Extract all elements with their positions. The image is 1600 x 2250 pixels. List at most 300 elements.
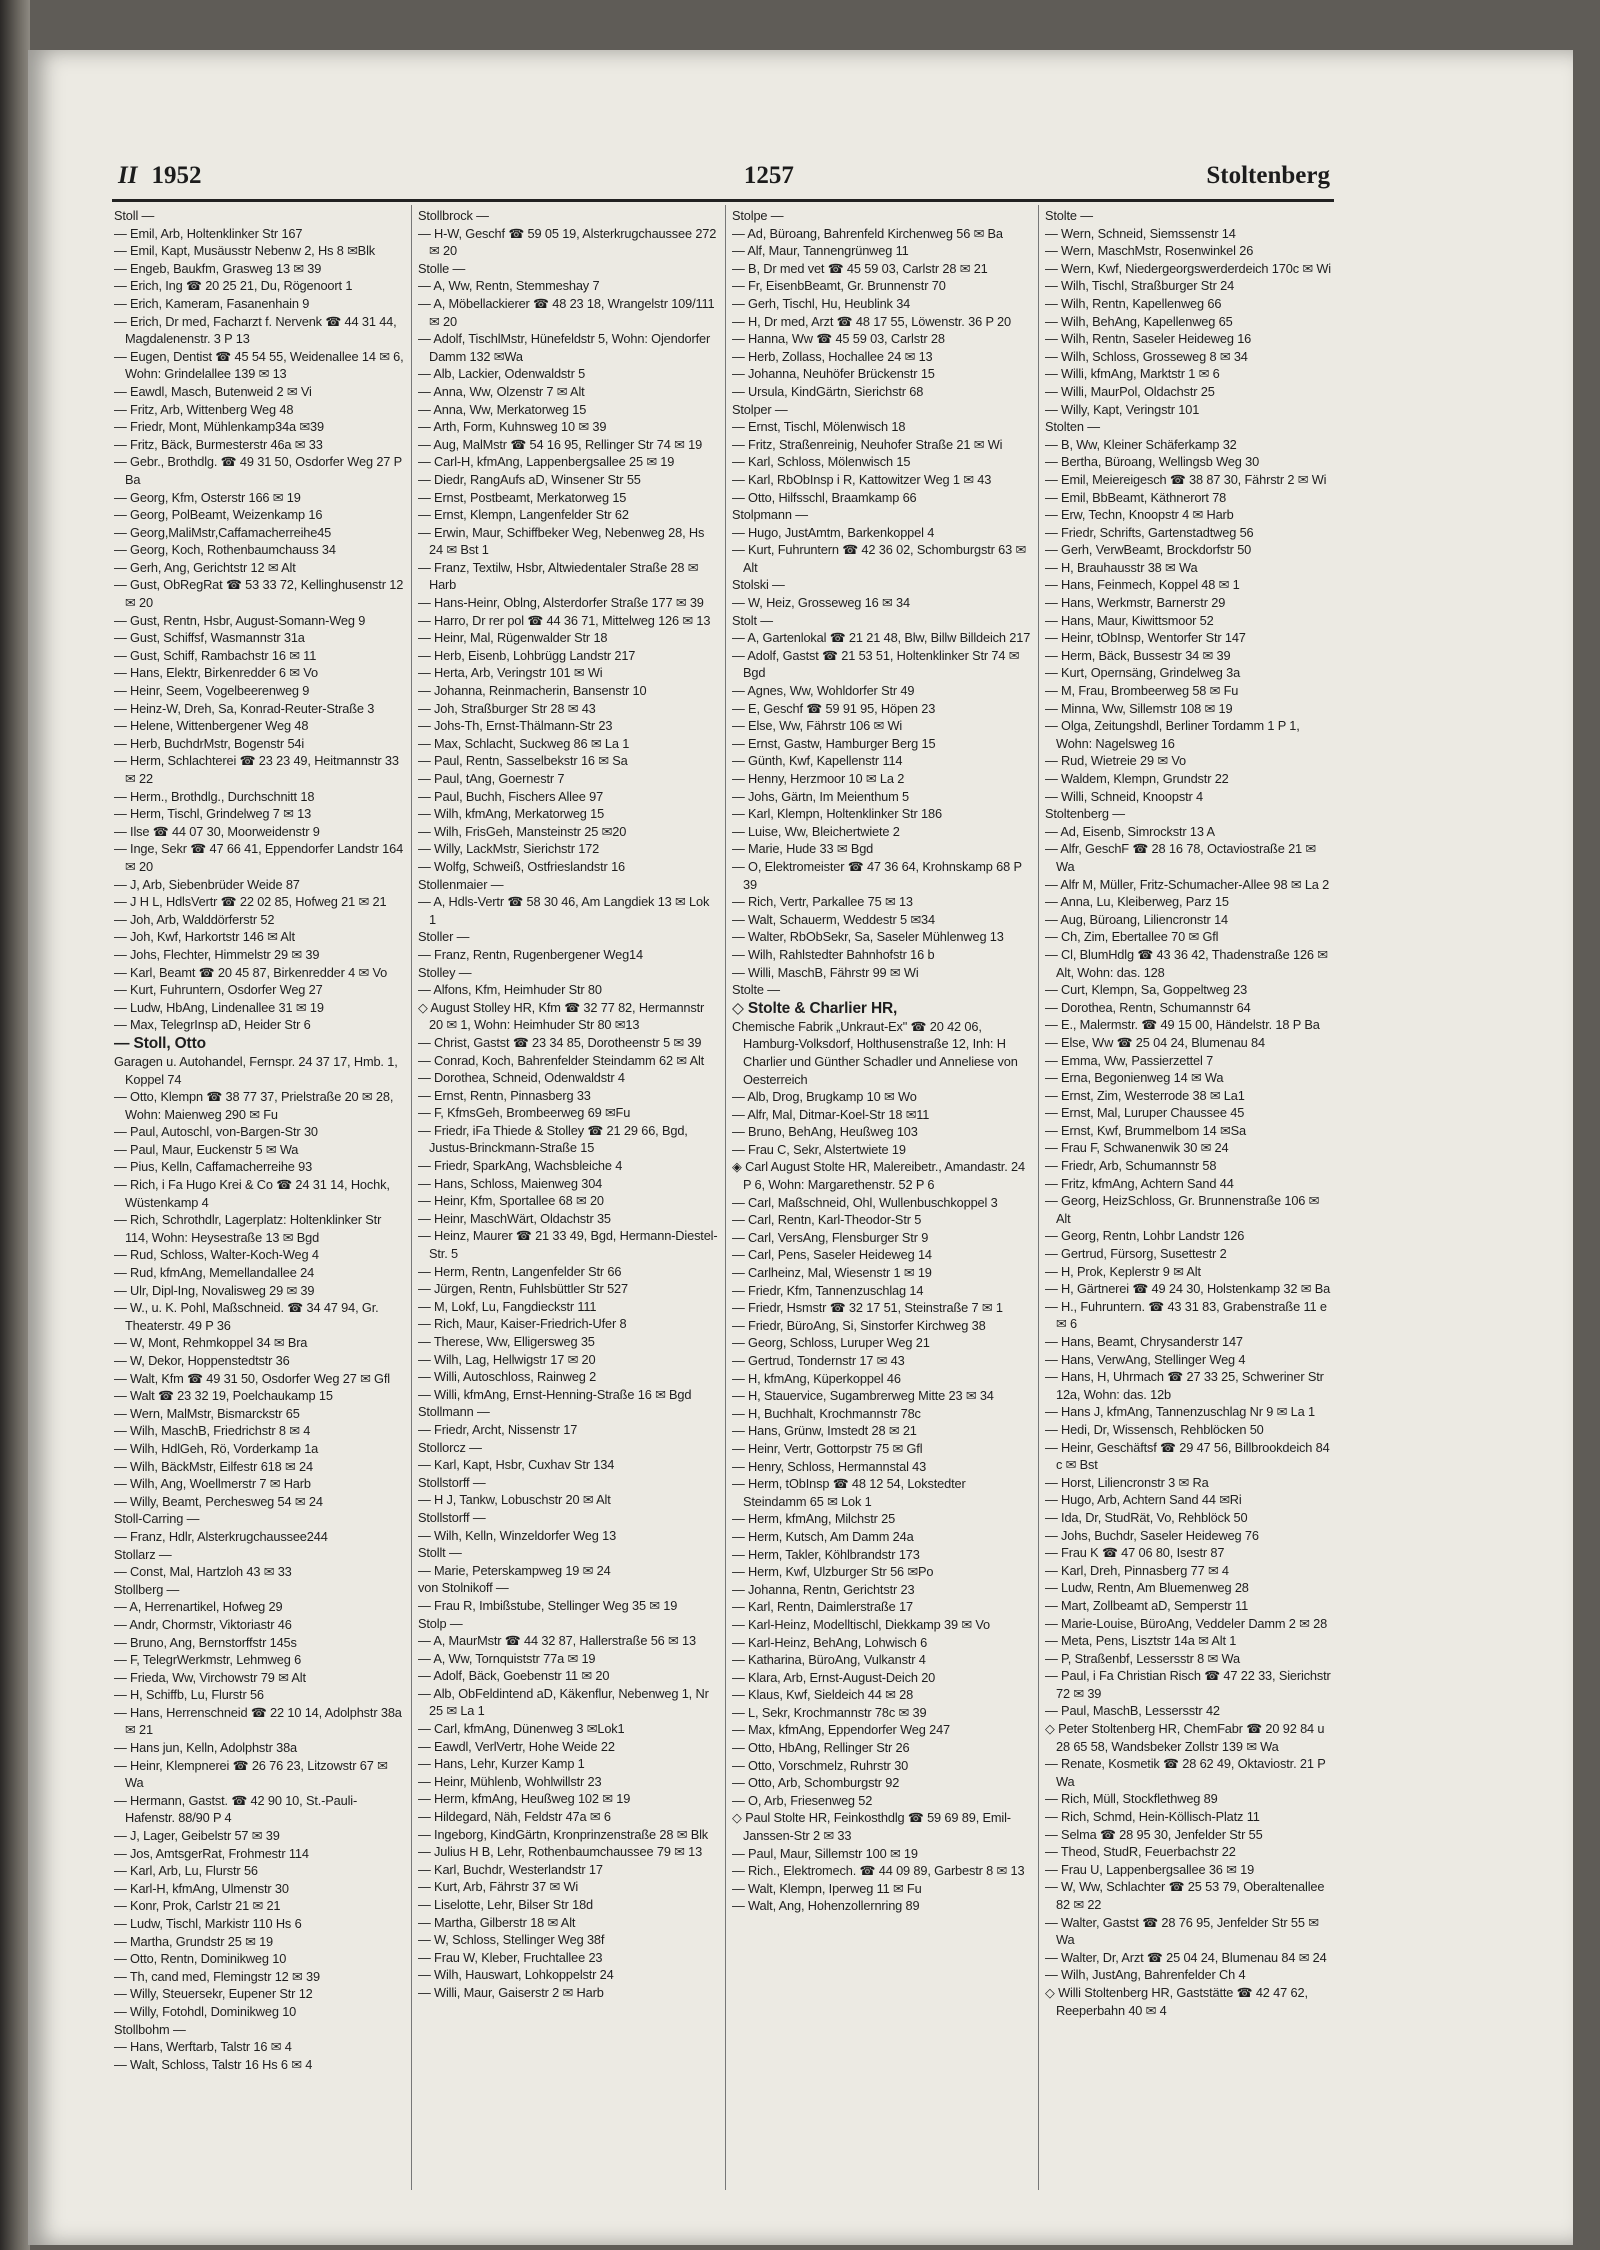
directory-entry: — Franz, Hdlr, Alsterkrugchaussee244 xyxy=(114,1528,328,1544)
directory-entry: — Carl, kfmAng, Dünenweg 3 ✉Lok1 xyxy=(418,1721,625,1737)
directory-entry: — Wilh, BäckMstr, Eilfestr 618 ✉ 24 xyxy=(114,1458,313,1474)
directory-entry: — Carlheinz, Mal, Wiesenstr 1 ✉ 19 xyxy=(732,1265,932,1281)
directory-entry: — Therese, Ww, Elligersweg 35 xyxy=(418,1334,595,1349)
directory-entry: — Rich, Schmd, Hein-Köllisch-Platz 11 xyxy=(1045,1809,1260,1825)
directory-entry: — Max, kfmAng, Eppendorfer Weg 247 xyxy=(732,1722,951,1738)
directory-entry: — Hugo, Arb, Achtern Sand 44 ✉Ri xyxy=(1045,1492,1242,1508)
directory-entry: — Herm, Tischl, Grindelweg 7 ✉ 13 xyxy=(114,806,312,822)
directory-entry: — Georg, Koch, Rothenbaumchauss 34 xyxy=(114,542,336,558)
directory-entry: — Hans-Heinr, Oblng, Alsterdorfer Straße 177 ✉ 39 xyxy=(418,595,704,611)
directory-entry: — Johs-Th, Ernst-Thälmann-Str 23 xyxy=(418,718,613,734)
directory-entry: — Carl, Maßschneid, Ohl, Wullenbuschkoppel 3 xyxy=(732,1194,998,1210)
directory-entry: — Paul, Rentn, Sasselbekstr 16 ✉ Sa xyxy=(418,753,628,769)
directory-entry: — Georg, Rentn, Lohbr Landstr 126 xyxy=(1045,1228,1245,1244)
directory-entry: — Alfr, Mal, Ditmar-Koel-Str 18 ✉11 xyxy=(732,1106,930,1122)
directory-entry: — Aug, MalMstr ☎ 54 16 95, Rellinger Str 74 ✉ 19 xyxy=(418,436,703,452)
directory-entry: Stollenmaier — xyxy=(418,876,504,892)
directory-entry: — Gust, Schiff, Rambachstr 16 ✉ 11 xyxy=(114,647,317,663)
directory-entry: — Carl, Pens, Saseler Heideweg 14 xyxy=(732,1247,932,1263)
directory-entry: — O, Elektromeister ☎ 47 36 64, Krohnskamp 68 P 39 xyxy=(732,858,1022,892)
page-header xyxy=(118,154,1330,190)
directory-entry: — Otto, Hilfsschl, Braamkamp 66 xyxy=(732,489,917,505)
directory-entry: — Rud, Wietreie 29 ✉ Vo xyxy=(1045,753,1186,769)
directory-entry: — Frau W, Kleber, Fruchtallee 23 xyxy=(418,1949,603,1965)
directory-entry: — Walter, RbObSekr, Sa, Saseler Mühlenweg 13 xyxy=(732,929,1004,945)
directory-entry: Stolte — xyxy=(1045,208,1093,223)
directory-entry: — Hans, Werkmstr, Barnerstr 29 xyxy=(1045,595,1226,611)
directory-entry: — Willy, Beamt, Perchesweg 54 ✉ 24 xyxy=(114,1493,323,1509)
directory-entry: — Frau F, Schwanenwik 30 ✉ 24 xyxy=(1045,1140,1229,1156)
directory-entry: — Gertrud, Fürsorg, Susettestr 2 xyxy=(1045,1246,1227,1262)
directory-entry: — Wilh, JustAng, Bahrenfelder Ch 4 xyxy=(1045,1967,1246,1983)
volume-year xyxy=(118,162,201,190)
directory-entry: — Heinr, Kfm, Sportallee 68 ✉ 20 xyxy=(418,1193,604,1209)
directory-entry: — Marie, Peterskampweg 19 ✉ 24 xyxy=(418,1562,611,1578)
directory-entry: — Bertha, Büroang, Wellingsb Weg 30 xyxy=(1045,454,1260,470)
directory-entry: — Heinz-W, Dreh, Sa, Konrad-Reuter-Straße 3 xyxy=(114,700,375,716)
directory-entry: — Otto, Vorschmelz, Ruhrstr 30 xyxy=(732,1757,909,1773)
directory-entry: — Alfr M, Müller, Fritz-Schumacher-Allee 98 ✉ La 2 xyxy=(1045,876,1330,892)
directory-entry: — Fritz, Bäck, Burmesterstr 46a ✉ 33 xyxy=(114,436,323,452)
directory-entry: Stolp — xyxy=(418,1615,463,1631)
directory-entry: — Rud, kfmAng, Memellandallee 24 xyxy=(114,1265,315,1281)
directory-entry: — Aug, Büroang, Liliencronstr 14 xyxy=(1045,911,1228,927)
directory-entry: — Th, cand med, Flemingstr 12 ✉ 39 xyxy=(114,1968,320,1984)
directory-entry: — M, Frau, Brombeerweg 58 ✉ Fu xyxy=(1045,683,1239,699)
directory-entry: — Willy, Steuersekr, Eupener Str 12 xyxy=(114,1986,313,2002)
directory-entry: — F, KfmsGeh, Brombeerweg 69 ✉Fu xyxy=(418,1105,631,1121)
directory-entry: — Gebr., Brothdlg. ☎ 49 31 50, Osdorfer Weg 27 P Ba xyxy=(114,454,402,487)
directory-entry: — Anna, Lu, Kleiberweg, Parz 15 xyxy=(1045,894,1229,910)
directory-entry: — Adolf, Gastst ☎ 21 53 51, Holtenklinker Str 74 ✉ Bgd xyxy=(732,647,1020,681)
directory-entry: — Frau U, Lappenbergsallee 36 ✉ 19 xyxy=(1045,1861,1255,1877)
year-label: 1952 xyxy=(151,162,202,189)
directory-entry: — Hans, Beamt, Chrysanderstr 147 xyxy=(1045,1334,1243,1349)
directory-entry: — Bruno, BehAng, Heußweg 103 xyxy=(732,1124,918,1140)
directory-entry: — Ad, Eisenb, Simrockstr 13 A xyxy=(1045,823,1215,839)
directory-entry: — Fr, EisenbBeamt, Gr. Brunnenstr 70 xyxy=(732,278,946,294)
directory-entry: — Agnes, Ww, Wohldorfer Str 49 xyxy=(732,683,915,699)
directory-entry: — Wilh, Ang, Woellmerstr 7 ✉ Harb xyxy=(114,1476,311,1492)
directory-entry: — Willy, Kapt, Veringstr 101 xyxy=(1045,401,1200,417)
directory-entry: — Rich., Elektromech. ☎ 44 09 89, Garbestr 8 ✉ 13 xyxy=(732,1863,1025,1879)
book-spine-shadow xyxy=(0,0,30,2250)
directory-entry: — Karl, Klempn, Holtenklinker Str 186 xyxy=(732,806,942,822)
directory-entry: — Willi, kfmAng, Ernst-Henning-Straße 16 ✉ Bgd xyxy=(418,1386,692,1402)
directory-entry: — Eawdl, Masch, Butenweid 2 ✉ Vi xyxy=(114,383,312,399)
directory-entry: — Friedr, SparkAng, Wachsbleiche 4 xyxy=(418,1158,623,1174)
directory-entry: — Otto, Klempn ☎ 38 77 37, Prielstraße 20 ✉ 28, Wohn: Maienweg 290 ✉ Fu xyxy=(114,1089,394,1122)
directory-entry: — Wern, Kwf, Niedergeorgswerderdeich 170c ✉ Wi xyxy=(1045,260,1331,276)
directory-entry: — L, Sekr, Krochmannstr 78c ✉ 39 xyxy=(732,1704,927,1720)
directory-entry: — Wilh, FrisGeh, Mansteinstr 25 ✉20 xyxy=(418,823,627,839)
directory-entry: — H, kfmAng, Küperkoppel 46 xyxy=(732,1370,901,1386)
directory-entry: — Joh, Arb, Walddörferstr 52 xyxy=(114,911,275,927)
directory-entry: — Karl, Kapt, Hsbr, Cuxhav Str 134 xyxy=(418,1457,615,1473)
directory-entry: — Paul, Maur, Euckenstr 5 ✉ Wa xyxy=(114,1141,299,1157)
directory-entry: — Karl, Beamt ☎ 20 45 87, Birkenredder 4 ✉ Vo xyxy=(114,964,388,980)
directory-entry: Stollmann — xyxy=(418,1404,490,1420)
directory-entry: — Jos, AmtsgerRat, Frohmestr 114 xyxy=(114,1845,309,1861)
directory-entry: Stoll-Carring — xyxy=(114,1511,200,1527)
directory-entry: Stollbrock — xyxy=(418,208,489,223)
directory-entry: — Walt, Schauerm, Weddestr 5 ✉34 xyxy=(732,911,935,927)
directory-entry: — Frau K ☎ 47 06 80, Isestr 87 xyxy=(1045,1545,1225,1561)
directory-entry: — Heinr, MaschWärt, Oldachstr 35 xyxy=(418,1210,611,1226)
directory-entry: — W, Mont, Rehmkoppel 34 ✉ Bra xyxy=(114,1335,308,1351)
directory-entry: — H, Stauervice, Sugambrerweg Mitte 23 ✉ 34 xyxy=(732,1388,994,1404)
directory-entry: — Alfr, GeschF ☎ 28 16 78, Octaviostraße 21 ✉ Wa xyxy=(1045,841,1316,874)
directory-entry: — Walt ☎ 23 32 19, Poelchaukamp 15 xyxy=(114,1388,333,1404)
directory-entry: — Erw, Techn, Knoopstr 4 ✉ Harb xyxy=(1045,507,1234,523)
directory-entry: — Martha, Gilberstr 18 ✉ Alt xyxy=(418,1914,576,1930)
directory-entry: Chemische Fabrik „Unkraut-Ex" ☎ 20 42 06, Hamburg-Volksdorf, Holthusenstraße 12, Inh: H Charlier und Günther Schadler und Anneliese von Oesterreich xyxy=(732,1018,1018,1087)
directory-entry: — Wilh, Rahlstedter Bahnhofstr 16 b xyxy=(732,946,935,962)
directory-entry: — Otto, Rentn, Dominikweg 10 xyxy=(114,1951,287,1967)
directory-entry: — Emil, BbBeamt, Käthnerort 78 xyxy=(1045,489,1227,505)
directory-entry: — H., Fuhruntern. ☎ 43 31 83, Grabenstraße 11 e ✉ 6 xyxy=(1045,1298,1327,1332)
directory-entry: — Anna, Ww, Olzenstr 7 ✉ Alt xyxy=(418,383,585,399)
directory-entry: — Rich, Schrothdlr, Lagerplatz: Holtenklinker Str 114, Wohn: Heysestraße 13 ✉ Bgd xyxy=(114,1212,382,1245)
entries-column-4 xyxy=(1045,207,1335,2207)
directory-entry: — Gerh, Tischl, Hu, Heublink 34 xyxy=(732,295,911,311)
directory-entry: Stollarz — xyxy=(114,1546,172,1562)
directory-entry: — Walt, Ang, Hohenzollernring 89 xyxy=(732,1898,920,1914)
directory-entry: — Gust, Schiffsf, Wasmannstr 31a xyxy=(114,630,305,646)
directory-entry: — Hans, Maur, Kiwittsmoor 52 xyxy=(1045,612,1214,628)
directory-entry: — Pius, Kelln, Caffamacherreihe 93 xyxy=(114,1159,313,1175)
directory-entry: — Rud, Schloss, Walter-Koch-Weg 4 xyxy=(114,1247,319,1263)
directory-entry: — Max, Schlacht, Suckweg 86 ✉ La 1 xyxy=(418,735,630,751)
directory-entry: — Emil, Kapt, Musäusstr Nebenw 2, Hs 8 ✉Blk xyxy=(114,243,376,259)
directory-entry: Garagen u. Autohandel, Fernspr. 24 37 17, Hmb. 1, Koppel 74 xyxy=(114,1053,398,1087)
directory-entry: — Eugen, Dentist ☎ 45 54 55, Weidenallee 14 ✉ 6, Wohn: Grindelallee 139 ✉ 13 xyxy=(114,348,404,382)
entries-column-1 xyxy=(114,207,404,2207)
directory-entry: — W, Ww, Schlachter ☎ 25 53 79, Oberaltenallee 82 ✉ 22 xyxy=(1045,1879,1325,1912)
directory-entry: — E., Malermstr. ☎ 49 15 00, Händelstr. 18 P Ba xyxy=(1045,1017,1320,1033)
directory-entry: — Hans, Lehr, Kurzer Kamp 1 xyxy=(418,1756,585,1772)
directory-entry: — Georg, Kfm, Osterstr 166 ✉ 19 xyxy=(114,489,301,505)
header-rule xyxy=(112,199,1334,202)
directory-entry: — Cl, BlumHdlg ☎ 43 36 42, Thadenstraße 126 ✉ Alt, Wohn: das. 128 xyxy=(1045,946,1328,980)
directory-entry: Stolle — xyxy=(418,260,466,276)
directory-entry: — Willi, kfmAng, Marktstr 1 ✉ 6 xyxy=(1045,366,1220,382)
directory-entry: — Fritz, kfmAng, Achtern Sand 44 xyxy=(1045,1175,1234,1191)
entries-column-3 xyxy=(732,207,1032,2207)
directory-entry: — Wilh, MaschB, Friedrichstr 8 ✉ 4 xyxy=(114,1423,311,1439)
directory-entry: — Ernst, Gastw, Hamburger Berg 15 xyxy=(732,735,936,751)
directory-entry: — Waldem, Klempn, Grundstr 22 xyxy=(1045,771,1229,786)
directory-entry: — Engeb, Baukfm, Grasweg 13 ✉ 39 xyxy=(114,260,322,276)
directory-entry: — Gust, ObRegRat ☎ 53 33 72, Kellinghusenstr 12 ✉ 20 xyxy=(114,577,404,611)
directory-entry: — Ernst, Zim, Westerrode 38 ✉ La1 xyxy=(1045,1087,1245,1103)
directory-entry: — Kurt, Fuhruntern, Osdorfer Weg 27 xyxy=(114,982,323,998)
directory-entry: — Hans, VerwAng, Stellinger Weg 4 xyxy=(1045,1351,1246,1367)
directory-entry: — Georg, PolBeamt, Weizenkamp 16 xyxy=(114,507,323,523)
directory-entry: — H-W, Geschf ☎ 59 05 19, Alsterkrugchaussee 272 ✉ 20 xyxy=(418,225,717,259)
directory-entry: — Karl, RbObInsp i R, Kattowitzer Weg 1 ✉ 43 xyxy=(732,471,992,487)
directory-entry: — Willi, MaschB, Fährstr 99 ✉ Wi xyxy=(732,964,919,980)
directory-entry: — Herm, kfmAng, Milchstr 25 xyxy=(732,1511,896,1527)
directory-entry: — A, Gartenlokal ☎ 21 21 48, Blw, Billw Billdeich 217 xyxy=(732,630,1031,646)
directory-entry: — Eawdl, VerlVertr, Hohe Weide 22 xyxy=(418,1738,615,1754)
directory-entry: — Gerh, Ang, Gerichtstr 12 ✉ Alt xyxy=(114,559,296,575)
directory-entry: — Willi, Schneid, Knoopstr 4 xyxy=(1045,788,1203,804)
directory-entry: — Ad, Büroang, Bahrenfeld Kirchenweg 56 ✉ Ba xyxy=(732,225,1003,241)
directory-entry: — Ernst, Klempn, Langenfelder Str 62 xyxy=(418,507,629,523)
directory-entry: — Hans, Elektr, Birkenredder 6 ✉ Vo xyxy=(114,665,318,681)
directory-entry: — Willy, Fotohdl, Dominikweg 10 xyxy=(114,2003,297,2019)
directory-entry: Stoller — xyxy=(418,929,470,945)
directory-entry: — Wilh, kfmAng, Merkatorweg 15 xyxy=(418,806,605,822)
directory-entry: — Carl, VersAng, Flensburger Str 9 xyxy=(732,1229,929,1245)
directory-entry: — Hedi, Dr, Wissensch, Rehblöcken 50 xyxy=(1045,1421,1264,1437)
directory-entry: — Frau C, Sekr, Alstertwiete 19 xyxy=(732,1141,906,1157)
directory-entry: — H, Schiffb, Lu, Flurstr 56 xyxy=(114,1687,264,1703)
directory-entry: — Andr, Chormstr, Viktoriastr 46 xyxy=(114,1616,292,1632)
directory-entry: — Otto, HbAng, Rellinger Str 26 xyxy=(732,1740,910,1756)
directory-entry: — Kurt, Arb, Fährstr 37 ✉ Wi xyxy=(418,1879,579,1895)
directory-entry: — Dorothea, Schneid, Odenwaldstr 4 xyxy=(418,1070,625,1086)
directory-entry: — Hanna, Ww ☎ 45 59 03, Carlstr 28 xyxy=(732,331,945,347)
directory-entry: — Heinr, Seem, Vogelbeerenweg 9 xyxy=(114,683,310,699)
directory-entry: — Herm, Rentn, Langenfelder Str 66 xyxy=(418,1263,622,1279)
directory-entry: — Heinr, Mal, Rügenwalder Str 18 xyxy=(418,630,608,646)
directory-entry: — Ingeborg, KindGärtn, Kronprinzenstraße 28 ✉ Blk xyxy=(418,1826,709,1842)
directory-entry: — Friedr, iFa Thiede & Stolley ☎ 21 29 66, Bgd, Justus-Brinckmann-Straße 15 xyxy=(418,1122,688,1156)
directory-entry: — Friedr, BüroAng, Si, Sinstorfer Kirchweg 38 xyxy=(732,1317,986,1333)
directory-entry: — Marie-Louise, BüroAng, Veddeler Damm 2 ✉ 28 xyxy=(1045,1615,1328,1631)
directory-entry: — Franz, Rentn, Rugenbergener Weg14 xyxy=(418,946,643,962)
directory-entry: — Wern, MaschMstr, Rosenwinkel 26 xyxy=(1045,243,1254,259)
directory-entry: — Willi, Autoschloss, Rainweg 2 xyxy=(418,1369,597,1385)
directory-entry: Stollstorff — xyxy=(418,1509,486,1525)
directory-entry: — Günth, Kwf, Kapellenstr 114 xyxy=(732,753,903,769)
directory-entry: — Wilh, HdlGeh, Rö, Vorderkamp 1a xyxy=(114,1440,319,1456)
directory-entry: — Kurt, Fuhruntern ☎ 42 36 02, Schomburgstr 63 ✉ Alt xyxy=(732,542,1027,575)
directory-entry: Stollstorff — xyxy=(418,1474,486,1490)
page-number: 1257 xyxy=(743,162,794,189)
directory-entry: — Hans, Werftarb, Talstr 16 ✉ 4 xyxy=(114,2039,292,2055)
directory-entry: ◇ Willi Stoltenberg HR, Gaststätte ☎ 42 47 62, Reeperbahn 40 ✉ 4 xyxy=(1045,1984,1308,2018)
directory-entry: — Emma, Ww, Passierzettel 7 xyxy=(1045,1052,1214,1068)
directory-entry: — Jürgen, Rentn, Fuhlsbüttler Str 527 xyxy=(418,1281,628,1297)
directory-entry: — Paul, Autoschl, von-Bargen-Str 30 xyxy=(114,1124,318,1140)
directory-entry: — Alfons, Kfm, Heimhuder Str 80 xyxy=(418,982,602,998)
directory-entry: — Friedr, Hsmstr ☎ 32 17 51, Steinstraße 7 ✉ 1 xyxy=(732,1300,1003,1316)
directory-entry: — Otto, Arb, Schomburgstr 92 xyxy=(732,1775,900,1791)
directory-entry: — Hans, Feinmech, Koppel 48 ✉ 1 xyxy=(1045,577,1240,593)
directory-entry: — H, Buchhalt, Krochmannstr 78c xyxy=(732,1405,921,1421)
directory-entry: — Else, Ww ☎ 25 04 24, Blumenau 84 xyxy=(1045,1034,1265,1050)
directory-entry: — Erna, Begonienweg 14 ✉ Wa xyxy=(1045,1070,1224,1086)
directory-entry: Stollberg — xyxy=(114,1581,180,1597)
directory-entry: — Stoll, Otto xyxy=(114,1034,206,1052)
directory-entry: — Herb, Eisenb, Lohbrügg Landstr 217 xyxy=(418,647,636,663)
directory-entry: Stolt — xyxy=(732,612,773,628)
directory-entry: — Renate, Kosmetik ☎ 28 62 49, Oktaviostr. 21 P Wa xyxy=(1045,1756,1326,1789)
directory-entry: Stollorcz — xyxy=(418,1439,482,1455)
directory-entry: — Katharina, BüroAng, Vulkanstr 4 xyxy=(732,1652,926,1668)
directory-entry: — Emil, Arb, Holtenklinker Str 167 xyxy=(114,225,303,241)
directory-entry: — Ida, Dr, StudRät, Vo, Rehblöck 50 xyxy=(1045,1509,1248,1525)
directory-entry: — Johanna, Reinmacherin, Bansenstr 10 xyxy=(418,683,647,699)
directory-entry: — Johs, Flechter, Himmelstr 29 ✉ 39 xyxy=(114,946,320,962)
directory-entry: — W, Heiz, Grosseweg 16 ✉ 34 xyxy=(732,595,910,611)
directory-entry: — W, Schloss, Stellinger Weg 38f xyxy=(418,1932,605,1948)
directory-entry: — O, Arb, Friesenweg 52 xyxy=(732,1792,873,1808)
directory-entry: — Karl, Rentn, Daimlerstraße 17 xyxy=(732,1599,913,1615)
directory-entry: — Walter, Dr, Arzt ☎ 25 04 24, Blumenau 84 ✉ 24 xyxy=(1045,1949,1327,1965)
directory-entry: — Wilh, BehAng, Kapellenweg 65 xyxy=(1045,313,1233,329)
directory-entry: — Hugo, JustAmtm, Barkenkoppel 4 xyxy=(732,524,935,540)
directory-entry: ◈ Carl August Stolte HR, Malereibetr., Amandastr. 24 P 6, Wohn: Margarethenstr. 52 P 6 xyxy=(732,1159,1025,1193)
directory-entry: Stolte — xyxy=(732,982,780,998)
directory-entry: — Minna, Ww, Sillemstr 108 ✉ 19 xyxy=(1045,700,1233,716)
directory-entry: — Const, Mal, Hartzloh 43 ✉ 33 xyxy=(114,1564,292,1580)
directory-entry: — Max, TelegrInsp aD, Heider Str 6 xyxy=(114,1017,311,1033)
directory-entry: ◇ Paul Stolte HR, Feinkosthdlg ☎ 59 69 89, Emil-Janssen-Str 2 ✉ 33 xyxy=(732,1810,1011,1844)
directory-entry: — Herm, tObInsp ☎ 48 12 54, Lokstedter Steindamm 65 ✉ Lok 1 xyxy=(732,1476,966,1509)
directory-entry: — Wilh, Schloss, Grosseweg 8 ✉ 34 xyxy=(1045,348,1248,364)
directory-entry: — Carl-H, kfmAng, Lappenbergsallee 25 ✉ 19 xyxy=(418,454,675,470)
directory-entry: — Frau R, Imbißstube, Stellinger Weg 35 ✉ 19 xyxy=(418,1597,678,1613)
directory-entry: — Johanna, Neuhöfer Brückenstr 15 xyxy=(732,366,935,382)
directory-entry: — Theod, StudR, Feuerbachstr 22 xyxy=(1045,1844,1236,1860)
directory-entry: — Hans, Herrenschneid ☎ 22 10 14, Adolphstr 38a ✉ 21 xyxy=(114,1704,402,1738)
directory-entry: — Ludw, HbAng, Lindenallee 31 ✉ 19 xyxy=(114,999,324,1015)
directory-entry: — Herm, kfmAng, Heußweg 102 ✉ 19 xyxy=(418,1791,631,1807)
directory-entry: — H, Dr med, Arzt ☎ 48 17 55, Löwenstr. 36 P 20 xyxy=(732,313,1011,329)
directory-entry: — Rich, Vertr, Parkallee 75 ✉ 13 xyxy=(732,894,913,910)
directory-entry: — Rich, i Fa Hugo Krei & Co ☎ 24 31 14, Hochk, Wüstenkamp 4 xyxy=(114,1177,390,1210)
directory-entry: — Herb, Zollass, Hochallee 24 ✉ 13 xyxy=(732,348,933,364)
directory-entry: — Hans, Schloss, Maienweg 304 xyxy=(418,1175,603,1191)
directory-entry: — Horst, Liliencronstr 3 ✉ Ra xyxy=(1045,1474,1209,1490)
directory-entry: — Georg,MaliMstr,Caffamacherreihe45 xyxy=(114,524,332,540)
directory-entry: — Paul, Buchh, Fischers Allee 97 xyxy=(418,788,604,804)
directory-entry: — Willi, Maur, Gaiserstr 2 ✉ Harb xyxy=(418,1984,604,2000)
directory-entry: — Friedr, Arb, Schumannstr 58 xyxy=(1045,1158,1217,1174)
directory-entry: — Erwin, Maur, Schiffbeker Weg, Nebenweg 28, Hs 24 ✉ Bst 1 xyxy=(418,524,705,558)
directory-entry: — M, Lokf, Lu, Fangdieckstr 111 xyxy=(418,1298,597,1314)
directory-entry: von Stolnikoff — xyxy=(418,1580,509,1596)
directory-entry: — Karl-Heinz, BehAng, Lohwisch 6 xyxy=(732,1634,928,1650)
directory-entry: — Julius H B, Lehr, Rothenbaumchaussee 79 ✉ 13 xyxy=(418,1844,703,1860)
directory-entry: — Erich, Kameram, Fasanenhain 9 xyxy=(114,295,310,311)
directory-entry: — E, Geschf ☎ 59 91 95, Höpen 23 xyxy=(732,700,936,716)
directory-entry: — H, Gärtnerei ☎ 49 24 30, Holstenkamp 32 ✉ Ba xyxy=(1045,1281,1331,1297)
directory-entry: — Meta, Pens, Lisztstr 14a ✉ Alt 1 xyxy=(1045,1633,1237,1649)
directory-entry: — Karl, Arb, Lu, Flurstr 56 xyxy=(114,1863,258,1879)
directory-entry: — Konr, Prok, Carlstr 21 ✉ 21 xyxy=(114,1898,281,1914)
directory-entry: — Ernst, Mal, Luruper Chaussee 45 xyxy=(1045,1105,1245,1121)
directory-entry: — Paul, tAng, Goernestr 7 xyxy=(418,771,565,786)
directory-entry: — Friedr, Mont, Mühlenkamp34a ✉39 xyxy=(114,419,324,435)
directory-entry: — Paul, Maur, Sillemstr 100 ✉ 19 xyxy=(732,1845,918,1861)
directory-entry: — A, Hdls-Vertr ☎ 58 30 46, Am Langdiek 13 ✉ Lok 1 xyxy=(418,894,710,927)
directory-entry: — H, Prok, Keplerstr 9 ✉ Alt xyxy=(1045,1263,1201,1279)
directory-entry: — Wilh, Hauswart, Lohkoppelstr 24 xyxy=(418,1967,614,1983)
directory-entry: — A, Ww, Tornquiststr 77a ✉ 19 xyxy=(418,1650,596,1666)
directory-entry: Stolley — xyxy=(418,964,472,980)
directory-entry: — Wern, Schneid, Siemssenstr 14 xyxy=(1045,225,1236,241)
directory-entry: — Luise, Ww, Bleichertwiete 2 xyxy=(732,823,900,839)
directory-entry: — Carl, Rentn, Karl-Theodor-Str 5 xyxy=(732,1212,922,1228)
directory-entry: — Hans, Grünw, Imstedt 28 ✉ 21 xyxy=(732,1423,917,1439)
directory-entry: Stoll — xyxy=(114,208,155,223)
directory-entry: — Marie, Hude 33 ✉ Bgd xyxy=(732,841,874,857)
directory-entry: — Hans J, kfmAng, Tannenzuschlag Nr 9 ✉ La 1 xyxy=(1045,1404,1315,1420)
directory-entry: — Herm., Brothdlg., Durchschnitt 18 xyxy=(114,788,315,804)
directory-entry: — Christ, Gastst ☎ 23 34 85, Dorotheenstr 5 ✉ 39 xyxy=(418,1034,702,1050)
directory-entry: — Wilh, Lag, Hellwigstr 17 ✉ 20 xyxy=(418,1351,596,1367)
directory-entry: — A, Ww, Rentn, Stemmeshay 7 xyxy=(418,278,600,294)
directory-entry: — Else, Ww, Fährstr 106 ✉ Wi xyxy=(732,718,903,734)
directory-entry: — Mart, Zollbeamt aD, Semperstr 11 xyxy=(1045,1597,1249,1613)
running-head: Stoltenberg xyxy=(1206,162,1330,189)
directory-entry: — Arth, Form, Kuhnsweg 10 ✉ 39 xyxy=(418,419,607,435)
directory-entry: — Friedr, Schrifts, Gartenstadtweg 56 xyxy=(1045,524,1254,540)
directory-entry: — Selma ☎ 28 95 30, Jenfelder Str 55 xyxy=(1045,1826,1263,1842)
directory-entry: — Willy, LackMstr, Sierichstr 172 xyxy=(418,841,600,857)
directory-entry: — Heinr, Klempnerei ☎ 26 76 23, Litzowstr 67 ✉ Wa xyxy=(114,1757,388,1791)
directory-entry: — Conrad, Koch, Bahrenfelder Steindamm 62 ✉ Alt xyxy=(418,1052,705,1068)
directory-entry: — Karl-Heinz, Modelltischl, Diekkamp 39 ✉ Vo xyxy=(732,1616,991,1632)
directory-entry: — Joh, Kwf, Harkortstr 146 ✉ Alt xyxy=(114,929,295,945)
directory-entry: — Johs, Gärtn, Im Meienthum 5 xyxy=(732,788,910,804)
directory-entry: — Gerh, VerwBeamt, Brockdorfstr 50 xyxy=(1045,542,1252,558)
directory-entry: — Ernst, Postbeamt, Merkatorweg 15 xyxy=(418,489,627,505)
directory-entry: — Hermann, Gastst. ☎ 42 90 10, St.-Pauli-Hafenstr. 88/90 P 4 xyxy=(114,1792,358,1826)
directory-entry: — Ernst, Kwf, Brummelbom 14 ✉Sa xyxy=(1045,1122,1246,1138)
directory-entry: — Adolf, TischlMstr, Hünefeldstr 5, Wohn: Ojendorfer Damm 132 ✉Wa xyxy=(418,331,711,364)
directory-entry: — Dorothea, Rentn, Schumannstr 64 xyxy=(1045,999,1251,1015)
directory-entry: — Rich, Müll, Stockflethweg 89 xyxy=(1045,1791,1218,1807)
directory-entry: Stolpmann — xyxy=(732,507,808,523)
column-divider xyxy=(1038,205,1039,2190)
directory-entry: — J H L, HdlsVertr ☎ 22 02 85, Hofweg 21 ✉ 21 xyxy=(114,894,387,910)
directory-entry: — Martha, Grundstr 25 ✉ 19 xyxy=(114,1933,274,1949)
directory-entry: — Heinr, tObInsp, Wentorfer Str 147 xyxy=(1045,630,1246,646)
directory-entry: — Hildegard, Näh, Feldstr 47a ✉ 6 xyxy=(418,1809,611,1825)
directory-entry: — Ilse ☎ 44 07 30, Moorweidenstr 9 xyxy=(114,823,320,839)
directory-entry: — F, TelegrWerkmstr, Lehmweg 6 xyxy=(114,1652,302,1668)
directory-entry: ◇ Stolte & Charlier HR, xyxy=(732,999,898,1017)
directory-entry: — Heinr, Geschäftsf ☎ 29 47 56, Billbrookdeich 84 c ✉ Bst xyxy=(1045,1439,1330,1473)
directory-entry: — Ursula, KindGärtn, Sierichstr 68 xyxy=(732,383,924,399)
directory-entry: Stolten — xyxy=(1045,419,1100,435)
directory-entry: — Johanna, Rentn, Gerichtstr 23 xyxy=(732,1581,915,1597)
directory-entry: — Hans jun, Kelln, Adolphstr 38a xyxy=(114,1740,297,1756)
directory-entry: — H, Brauhausstr 38 ✉ Wa xyxy=(1045,559,1198,575)
directory-entry: — Wolfg, Schweiß, Ostfrieslandstr 16 xyxy=(418,858,626,874)
directory-entry: — Karl, Dreh, Pinnasberg 77 ✉ 4 xyxy=(1045,1562,1229,1578)
directory-entry: — Alb, ObFeldintend aD, Käkenflur, Nebenweg 1, Nr 25 ✉ La 1 xyxy=(418,1685,709,1719)
directory-entry: — Herm, Schlachterei ☎ 23 23 49, Heitmannstr 33 ✉ 22 xyxy=(114,753,399,786)
directory-entry: Stolpe — xyxy=(732,208,784,223)
directory-entry: — Bruno, Ang, Bernstorffstr 145s xyxy=(114,1634,297,1650)
directory-entry: — Joh, Straßburger Str 28 ✉ 43 xyxy=(418,700,596,716)
directory-entry: — Friedr, Archt, Nissenstr 17 xyxy=(418,1421,578,1437)
directory-entry: — Herb, BuchdrMstr, Bogenstr 54i xyxy=(114,735,305,751)
directory-entry: — Walt, Schloss, Talstr 16 Hs 6 ✉ 4 xyxy=(114,2056,313,2072)
directory-entry: Stoltenberg — xyxy=(1045,806,1125,822)
directory-entry: — Willi, MaurPol, Oldachstr 25 xyxy=(1045,383,1215,399)
directory-entry: — A, Herrenartikel, Hofweg 29 xyxy=(114,1599,283,1615)
directory-entry: — Fritz, Straßenreinig, Neuhofer Straße 21 ✉ Wi xyxy=(732,436,1003,452)
directory-entry: — Heinr, Mühlenb, Wohlwillstr 23 xyxy=(418,1773,602,1789)
